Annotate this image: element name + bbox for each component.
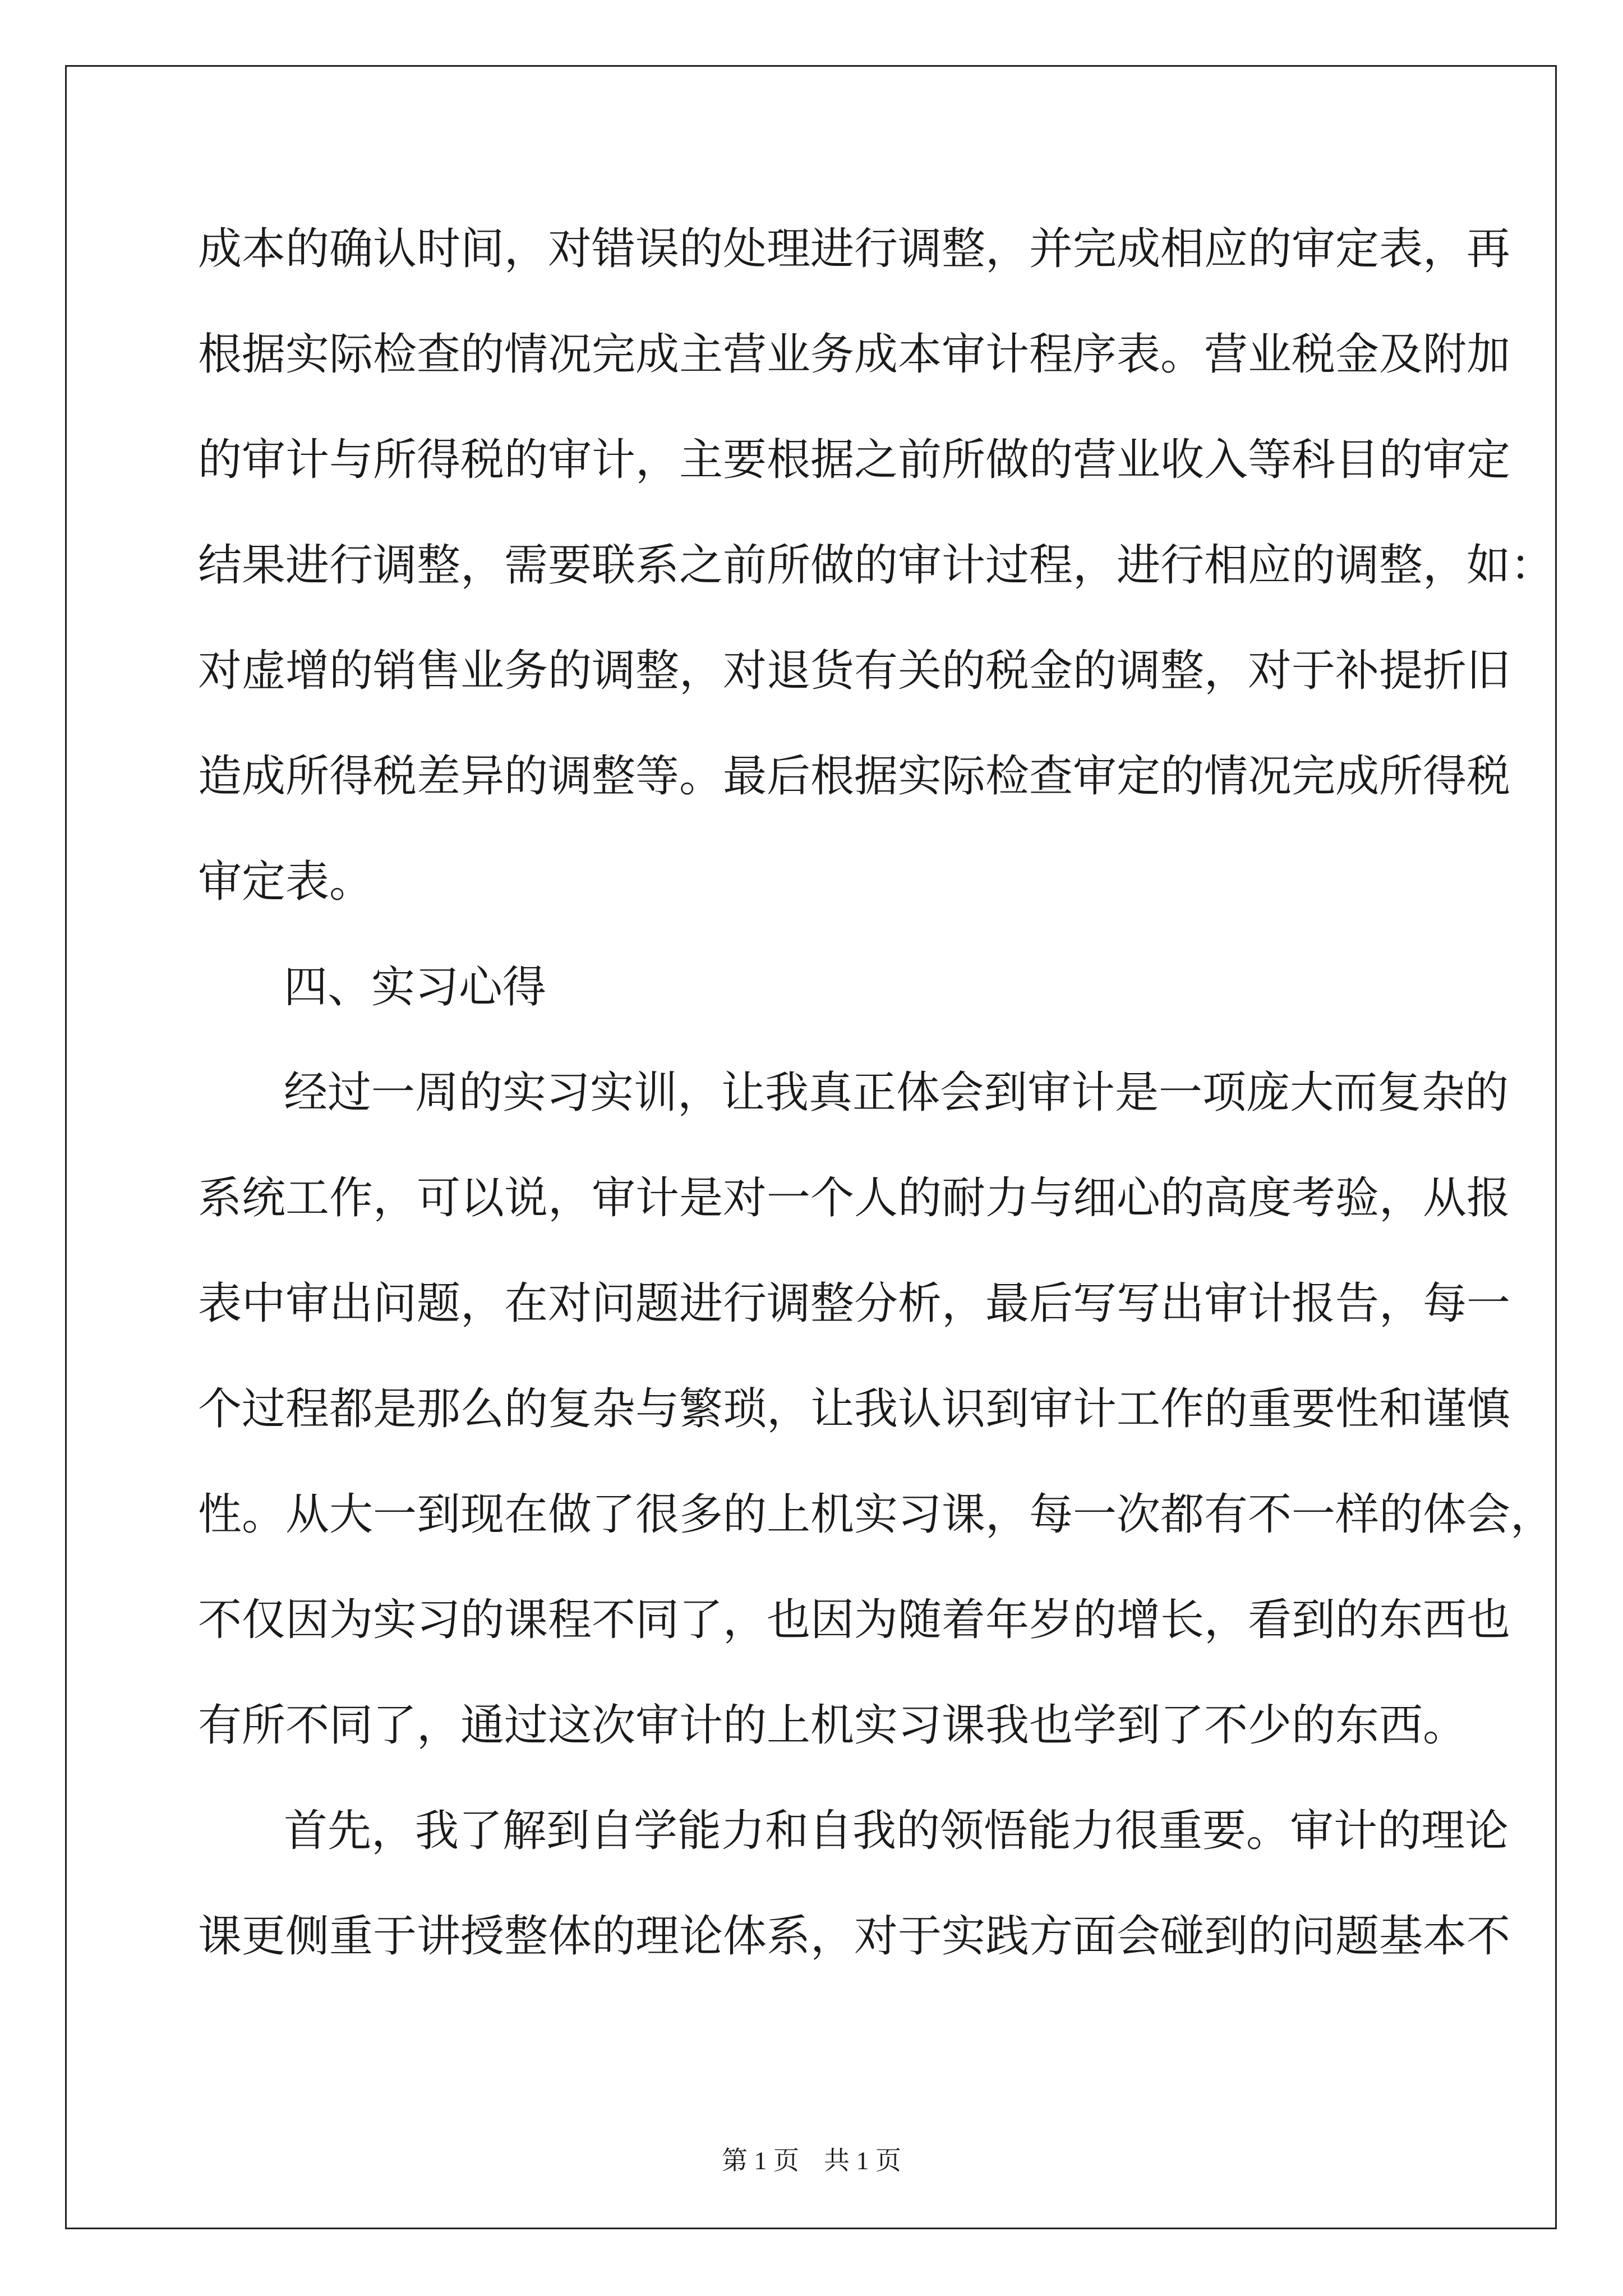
paragraph-first-line: 首先，我了解到自学能力和自我的领悟能力很重要。审计的理论 — [284, 1806, 1509, 1856]
text-line: 性。从大一到现在做了很多的上机实习课，每一次都有不一样的体会， — [198, 1489, 1555, 1540]
text-line: 造成所得税差异的调整等。最后根据实际检查审定的情况完成所得税 — [198, 751, 1511, 802]
text-line: 结果进行调整，需要联系之前所做的审计过程，进行相应的调整，如： — [198, 540, 1555, 591]
text-line: 成本的确认时间，对错误的处理进行调整，并完成相应的审定表，再 — [198, 224, 1511, 274]
text-line: 对虚增的销售业务的调整，对退货有关的税金的调整，对于补提折旧 — [198, 646, 1511, 696]
text-line: 有所不同了，通过这次审计的上机实习课我也学到了不少的东西。 — [198, 1700, 1467, 1751]
paragraph-first-line: 经过一周的实习实训，让我真正体会到审计是一项庞大而复杂的 — [284, 1068, 1509, 1118]
text-line: 表中审出问题，在对问题进行调整分析，最后写写出审计报告，每一 — [198, 1278, 1511, 1329]
page-total: 共 1 页 — [824, 2146, 901, 2175]
text-line: 审定表。 — [198, 857, 374, 907]
text-line: 个过程都是那么的复杂与繁琐，让我认识到审计工作的重要性和谨慎 — [198, 1384, 1511, 1434]
text-line: 的审计与所得税的审计，主要根据之前所做的营业收入等科目的审定 — [198, 435, 1511, 485]
page-footer — [0, 2144, 1623, 2178]
document-body — [198, 220, 1555, 2013]
text-line: 不仅因为实习的课程不同了，也因为随着年岁的增长，看到的东西也 — [198, 1595, 1511, 1645]
text-line: 根据实际检查的情况完成主营业务成本审计程序表。营业税金及附加 — [198, 329, 1511, 380]
text-line: 课更侧重于讲授整体的理论体系，对于实践方面会碰到的问题基本不 — [198, 1911, 1511, 1962]
page-number: 第 1 页 — [722, 2146, 799, 2175]
section-heading: 四、实习心得 — [284, 962, 547, 1013]
text-line: 系统工作，可以说，审计是对一个人的耐力与细心的高度考验，从报 — [198, 1173, 1511, 1223]
